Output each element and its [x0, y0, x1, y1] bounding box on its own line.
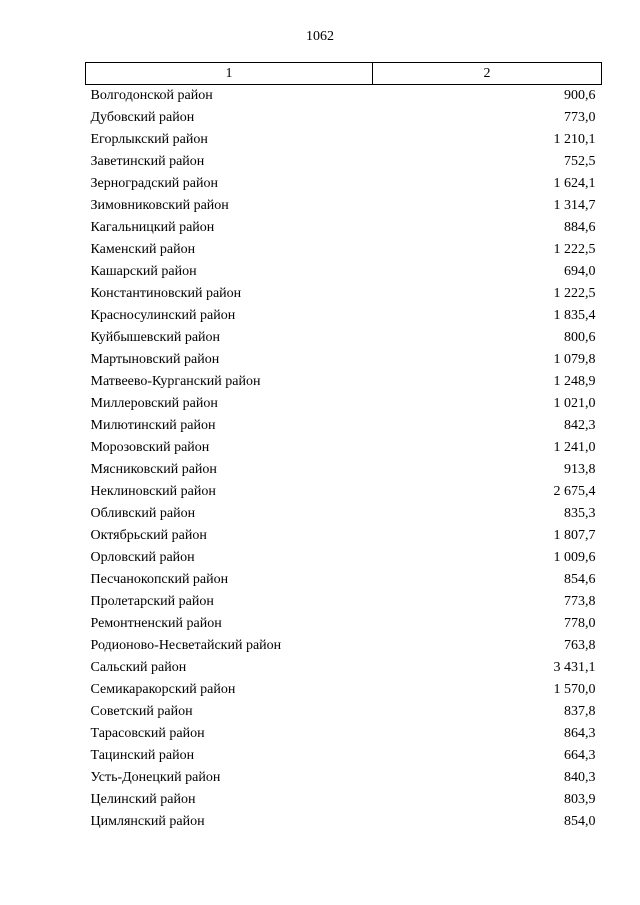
district-value: 3 431,1 [553, 660, 596, 675]
district-name: Неклиновский район [90, 484, 216, 499]
table-row [86, 745, 602, 767]
district-name: Цимлянский район [90, 814, 205, 829]
district-value: 1 079,8 [553, 352, 596, 367]
district-name: Мартыновский район [90, 352, 220, 367]
district-value: 884,6 [564, 220, 596, 235]
district-name: Семикаракорский район [90, 682, 236, 697]
table-row [86, 239, 602, 261]
district-name: Пролетарский район [90, 594, 214, 609]
district-name: Песчанокопский район [90, 572, 229, 587]
table-row [86, 723, 602, 745]
district-value: 837,8 [564, 704, 596, 719]
table-row [86, 173, 602, 195]
district-name: Усть-Донецкий район [90, 770, 221, 785]
table-row [86, 767, 602, 789]
table-row [86, 701, 602, 723]
table-row [86, 129, 602, 151]
table-row [86, 85, 602, 108]
district-name: Зерноградский район [90, 176, 218, 191]
table-row [86, 569, 602, 591]
district-name: Октябрьский район [90, 528, 207, 543]
district-name: Заветинский район [90, 154, 205, 169]
district-name: Целинский район [90, 792, 196, 807]
table-row [86, 657, 602, 679]
district-name: Зимовниковский район [90, 198, 229, 213]
column-header-2: 2 [373, 63, 602, 85]
district-value: 1 835,4 [553, 308, 596, 323]
district-value: 1 570,0 [553, 682, 596, 697]
table-row [86, 481, 602, 503]
district-name: Каменский район [90, 242, 196, 257]
table-row [86, 107, 602, 129]
district-value: 773,0 [564, 110, 596, 125]
district-name: Миллеровский район [90, 396, 218, 411]
district-value: 2 675,4 [553, 484, 596, 499]
district-table [85, 62, 602, 833]
district-value: 900,6 [564, 88, 596, 103]
district-name: Дубовский район [90, 110, 195, 125]
district-value: 1 009,6 [553, 550, 596, 565]
district-name: Тацинский район [90, 748, 195, 763]
district-value: 1 807,7 [553, 528, 596, 543]
district-value: 1 248,9 [553, 374, 596, 389]
district-value: 694,0 [564, 264, 596, 279]
district-name: Егорлыкский район [90, 132, 208, 147]
header-row [86, 63, 602, 85]
district-value: 1 021,0 [553, 396, 596, 411]
district-name: Куйбышевский район [90, 330, 221, 345]
table-row [86, 789, 602, 811]
table-row [86, 811, 602, 833]
table-row [86, 437, 602, 459]
district-name: Константиновский район [90, 286, 242, 301]
district-name: Милютинский район [90, 418, 216, 433]
district-value: 803,9 [564, 792, 596, 807]
district-value: 1 210,1 [553, 132, 596, 147]
district-value: 1 222,5 [553, 242, 596, 257]
district-name: Советский район [90, 704, 193, 719]
district-value: 778,0 [564, 616, 596, 631]
district-name: Орловский район [90, 550, 195, 565]
district-name: Красносулинский район [90, 308, 236, 323]
district-value: 864,3 [564, 726, 596, 741]
district-name: Мясниковский район [90, 462, 217, 477]
table-row [86, 305, 602, 327]
district-name: Сальский район [90, 660, 187, 675]
table-row [86, 393, 602, 415]
district-value: 763,8 [564, 638, 596, 653]
district-value: 773,8 [564, 594, 596, 609]
district-name: Родионово-Несветайский район [90, 638, 282, 653]
district-value: 1 222,5 [553, 286, 596, 301]
district-name: Кагальницкий район [90, 220, 215, 235]
table-row [86, 261, 602, 283]
table-row [86, 459, 602, 481]
district-value: 1 314,7 [553, 198, 596, 213]
district-value: 752,5 [564, 154, 596, 169]
table-header [86, 63, 602, 85]
district-value: 1 624,1 [553, 176, 596, 191]
table-row [86, 283, 602, 305]
district-value: 842,3 [564, 418, 596, 433]
district-name: Обливский район [90, 506, 196, 521]
table-row [86, 217, 602, 239]
table-row [86, 371, 602, 393]
table-row [86, 613, 602, 635]
table-body [86, 85, 602, 834]
district-value: 835,3 [564, 506, 596, 521]
table-row [86, 525, 602, 547]
district-value: 854,6 [564, 572, 596, 587]
table-row [86, 195, 602, 217]
district-value: 664,3 [564, 748, 596, 763]
district-name: Морозовский район [90, 440, 210, 455]
district-name: Волгодонской район [90, 88, 213, 103]
district-value: 913,8 [564, 462, 596, 477]
table-row [86, 415, 602, 437]
table-row [86, 547, 602, 569]
district-value: 854,0 [564, 814, 596, 829]
district-name: Матвеево-Курганский район [90, 374, 261, 389]
district-value: 800,6 [564, 330, 596, 345]
table-row [86, 679, 602, 701]
table-row [86, 349, 602, 371]
page-number: 1062 [306, 29, 334, 44]
district-name: Ремонтненский район [90, 616, 222, 631]
district-value: 1 241,0 [553, 440, 596, 455]
column-header-1: 1 [86, 63, 373, 85]
table-row [86, 503, 602, 525]
district-name: Кашарский район [90, 264, 197, 279]
district-value: 840,3 [564, 770, 596, 785]
table-row [86, 327, 602, 349]
table-row [86, 151, 602, 173]
district-name: Тарасовский район [90, 726, 205, 741]
table-row [86, 635, 602, 657]
table-row [86, 591, 602, 613]
